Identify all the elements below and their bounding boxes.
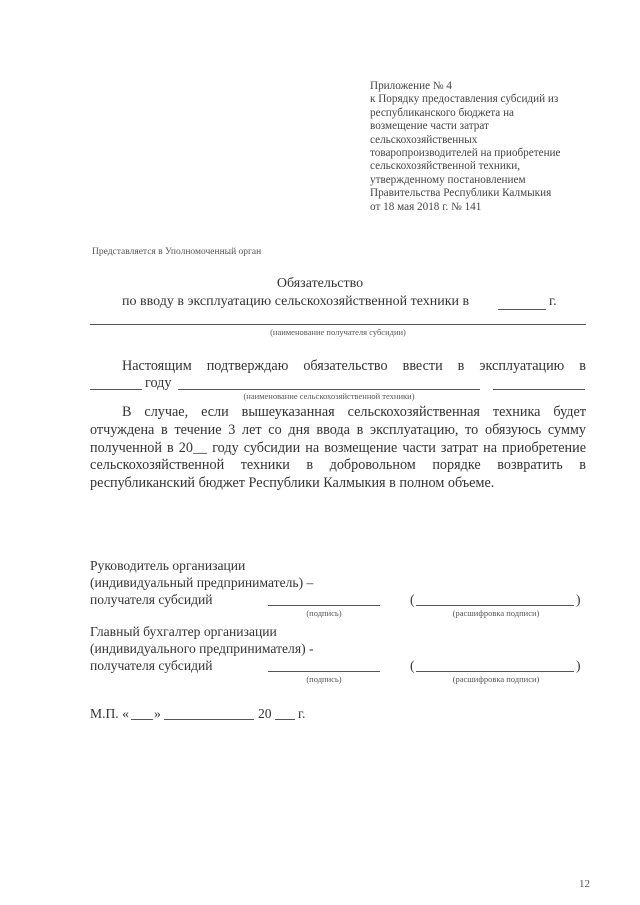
subtitle-text: по вводу в эксплуатацию сельскохозяйственной техники в xyxy=(122,294,470,309)
appendix-line: республиканского бюджета на xyxy=(370,106,515,119)
appendix-line: товаропроизводителей на приобретение xyxy=(370,147,561,160)
stamp-mp: М.П. « xyxy=(90,706,129,721)
head-title-line2: (индивидуальный предприниматель) – xyxy=(90,575,314,590)
accountant-signature-line xyxy=(268,671,380,672)
accountant-title-line1: Главный бухгалтер организации xyxy=(90,624,277,639)
head-decryption-line xyxy=(416,605,574,606)
head-signature-caption: (подпись) xyxy=(306,608,342,618)
submitted-to-note: Представляется в Уполномоченный орган xyxy=(92,247,262,257)
appendix-note xyxy=(370,80,610,214)
head-title-line1: Руководитель организации xyxy=(90,558,246,573)
commitment-year-word: году xyxy=(145,375,172,391)
document-title: Обязательство xyxy=(276,276,364,291)
recipient-line xyxy=(90,324,586,325)
appendix-line: утвержденному постановлением xyxy=(370,173,526,186)
appendix-line: Приложение № 4 xyxy=(370,80,452,92)
year-suffix: г. xyxy=(549,294,557,309)
month-blank-line xyxy=(164,719,254,720)
head-title-line3: получателя субсидий xyxy=(90,592,213,607)
commitment-year-line xyxy=(90,389,142,390)
accountant-title-line3: получателя субсидий xyxy=(90,658,213,673)
head-signature-line xyxy=(268,605,380,606)
page-number: 12 xyxy=(579,878,590,890)
equipment-line xyxy=(178,389,480,390)
appendix-line: возмещение части затрат xyxy=(370,120,489,133)
obligation-paragraph: В случае, если вышеуказанная сельскохозяйственная техника будет отчуждена в течение 3 лет со дня ввода в эксплуатацию, то обязуюсь сумму полученной в 20__ году субсидии на возмещение части затрат на приобретение сельскохозяйственной техники в добровольном порядке возвратить в республиканский бюджет Республики Калмыкия в полном объеме. xyxy=(90,404,586,492)
head-decryption-caption: (расшифровка подписи) xyxy=(452,608,540,618)
recipient-caption: (наименование получателя субсидии) xyxy=(270,327,406,337)
equipment-caption: (наименование сельскохозяйственной техники) xyxy=(243,391,415,401)
appendix-line: сельскохозяйственной техники, xyxy=(370,160,521,173)
year-blank-line xyxy=(498,309,546,310)
appendix-line: Правительства Республики Калмыкия xyxy=(370,187,552,200)
year-digits-blank-line xyxy=(275,719,295,720)
head-open-paren: ( xyxy=(410,592,415,607)
accountant-signature-caption: (подпись) xyxy=(306,674,342,684)
accountant-decryption-caption: (расшифровка подписи) xyxy=(452,674,540,684)
accountant-decryption-line xyxy=(416,671,574,672)
accountant-close-paren: ) xyxy=(576,658,581,673)
stamp-close-quote: » xyxy=(154,706,161,721)
appendix-line: к Порядку предоставления субсидий из xyxy=(370,93,559,106)
appendix-line: от 18 мая 2018 г. № 141 xyxy=(370,200,482,213)
head-close-paren: ) xyxy=(576,592,581,607)
day-blank-line xyxy=(131,719,153,720)
document-subtitle xyxy=(122,294,469,310)
appendix-line: сельскохозяйственных xyxy=(370,133,478,146)
stamp-year: 20 xyxy=(258,706,272,721)
commitment-text: Настоящим подтверждаю обязательство ввести в эксплуатацию в xyxy=(122,358,586,374)
accountant-title-line2: (индивидуального предпринимателя) - xyxy=(90,641,314,656)
stamp-suffix: г. xyxy=(298,706,306,721)
equipment-extra-line xyxy=(493,389,585,390)
accountant-open-paren: ( xyxy=(410,658,415,673)
